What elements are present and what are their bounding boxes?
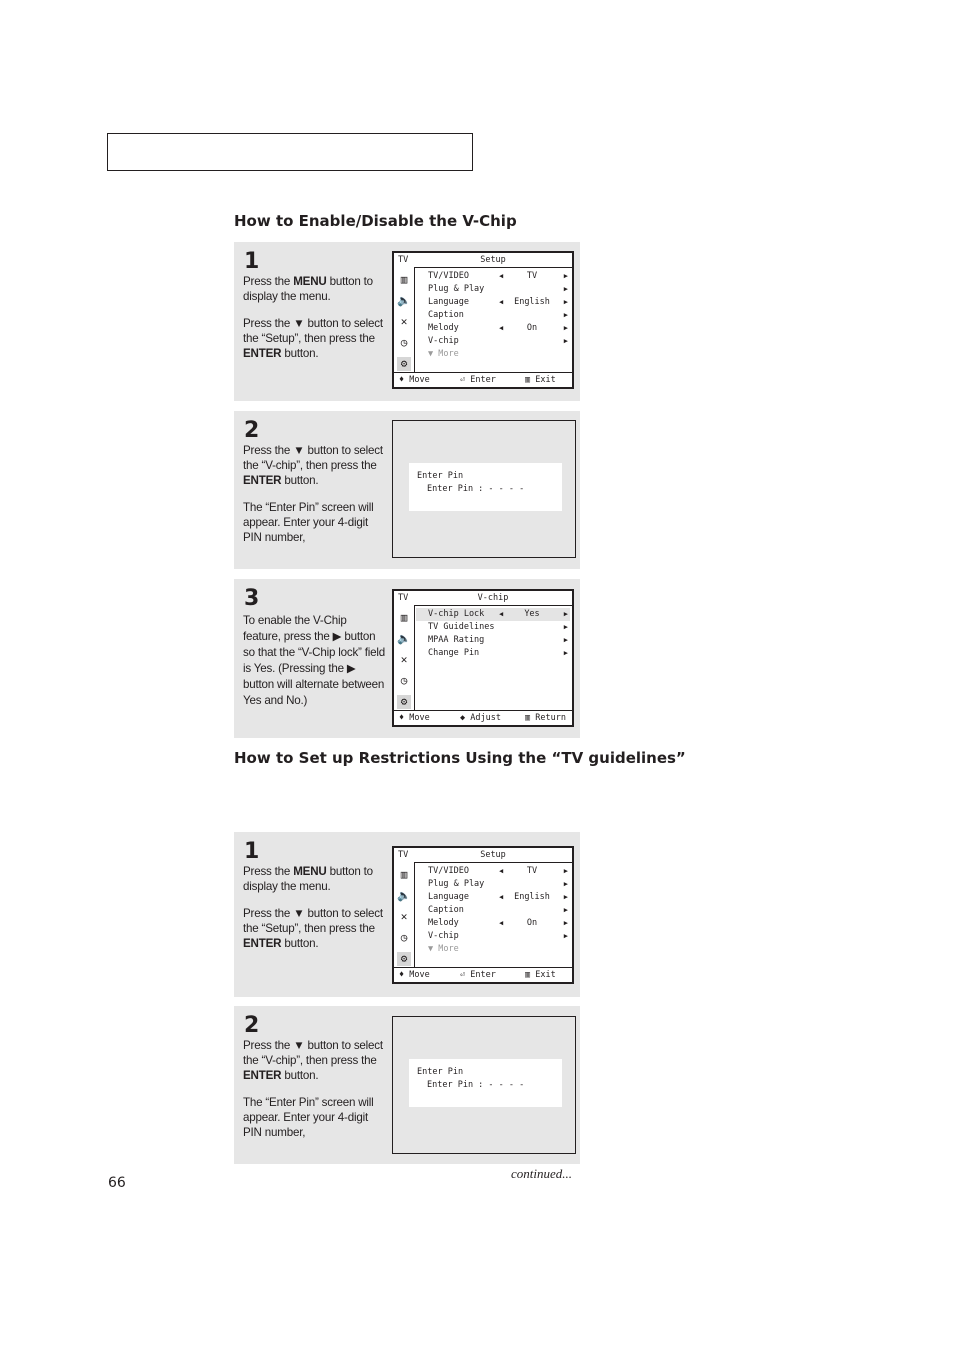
enter-pin-screen: [392, 420, 576, 558]
osd-footer-hint: ♦ Move: [399, 713, 430, 723]
step-panel-2: [234, 411, 580, 569]
osd-item-value: TV: [526, 271, 538, 281]
step-number: 2: [244, 418, 260, 443]
picture-icon: ▥: [400, 868, 408, 881]
osd-item-right-arrow: ▶: [563, 272, 568, 280]
osd-item-value: Yes: [524, 609, 540, 619]
pin-dialog: [409, 463, 562, 511]
osd-menu-item: [416, 270, 570, 283]
osd-item-label: Change Pin: [428, 648, 480, 658]
osd-item-label: Caption: [428, 905, 464, 915]
osd-item-label: Plug & Play: [428, 284, 485, 294]
osd-item-label: TV/VIDEO: [428, 866, 469, 876]
time-icon: ◷: [400, 336, 408, 349]
section-title-tv-guidelines: How to Set up Restrictions Using the “TV guidelines”: [234, 749, 686, 767]
page-number: 66: [108, 1175, 126, 1191]
osd-item-left-arrow: ◀: [499, 867, 504, 875]
osd-item-right-arrow: ▶: [563, 298, 568, 306]
osd-item-right-arrow: ▶: [563, 623, 568, 631]
osd-menu-item: [416, 348, 570, 361]
text-bold: ENTER: [243, 1069, 282, 1082]
osd-item-left-arrow: ◀: [499, 893, 504, 901]
osd-menu-list: [416, 270, 570, 361]
osd-item-left-arrow: ◀: [499, 298, 504, 306]
osd-item-left-arrow: ◀: [499, 610, 504, 618]
osd-item-right-arrow: ▶: [563, 893, 568, 901]
pin-title: Enter Pin: [417, 1067, 464, 1077]
osd-item-right-arrow: ▶: [563, 880, 568, 888]
osd-footer: [394, 967, 572, 982]
osd-tv-label: TV: [398, 850, 409, 860]
osd-icon-column: [394, 605, 415, 711]
osd-footer-hint: ♦ Move: [399, 970, 430, 980]
step-number: 1: [244, 839, 260, 864]
osd-item-label: V-chip: [428, 931, 459, 941]
vchip-menu-screen: [392, 589, 574, 727]
step-number: 3: [244, 586, 260, 611]
osd-title-bar: [394, 591, 572, 606]
setup-icon: ⚙: [397, 952, 411, 966]
step-instructions: [243, 1038, 385, 1152]
osd-item-right-arrow: ▶: [563, 285, 568, 293]
step-panel-1b: [234, 832, 580, 997]
osd-footer: [394, 372, 572, 387]
osd-menu-item: [416, 296, 570, 309]
text: button to display the menu.: [243, 275, 373, 303]
sound-icon: 🔈: [397, 632, 411, 645]
setup-menu-screen: [392, 846, 574, 984]
osd-item-label: Melody: [428, 918, 459, 928]
text: Press the ▼ button to select the “Setup”, then press the: [243, 907, 383, 935]
osd-item-right-arrow: ▶: [563, 337, 568, 345]
osd-item-value: TV: [526, 866, 538, 876]
setup-icon: ⚙: [397, 357, 411, 371]
text-bold: ENTER: [243, 474, 282, 487]
osd-title-bar: [394, 253, 572, 268]
osd-item-right-arrow: ▶: [563, 649, 568, 657]
step-instructions: [243, 613, 385, 721]
time-icon: ◷: [400, 674, 408, 687]
channel-icon: ✕: [400, 910, 408, 923]
text-bold: ENTER: [243, 347, 282, 360]
text: button to display the menu.: [243, 865, 373, 893]
osd-menu-item: [416, 634, 570, 647]
text: button.: [281, 1069, 319, 1082]
step-number: 2: [244, 1013, 260, 1038]
osd-item-value: English: [514, 297, 550, 307]
osd-item-label: ▼ More: [428, 944, 459, 954]
osd-item-value: On: [526, 323, 538, 333]
picture-icon: ▥: [400, 273, 408, 286]
step-instructions: [243, 864, 385, 963]
osd-footer-hint: ⏎ Enter: [460, 970, 496, 980]
text: button.: [281, 474, 319, 487]
osd-footer-hint: ▥ Exit: [525, 970, 556, 980]
osd-footer-hint: ▥ Return: [525, 713, 566, 723]
osd-menu-item: [416, 621, 570, 634]
osd-menu-list: [416, 865, 570, 956]
text: Press the: [243, 275, 294, 288]
osd-item-label: Language: [428, 297, 469, 307]
osd-item-left-arrow: ◀: [499, 324, 504, 332]
pin-dialog: [409, 1059, 562, 1107]
osd-title: V-chip: [477, 593, 509, 603]
text: Press the: [243, 865, 294, 878]
text: The “Enter Pin” screen will appear. Enter your 4-digit PIN number,: [243, 501, 374, 544]
osd-menu-item: [416, 865, 570, 878]
osd-item-right-arrow: ▶: [563, 919, 568, 927]
osd-title-bar: [394, 848, 572, 863]
osd-menu-item: [416, 283, 570, 296]
osd-menu-item: [416, 309, 570, 322]
pin-title: Enter Pin: [417, 471, 464, 481]
osd-icon-column: [394, 267, 415, 373]
osd-item-value: English: [514, 892, 550, 902]
channel-icon: ✕: [400, 653, 408, 666]
osd-footer-hint: ▥ Exit: [525, 375, 556, 385]
text: button.: [281, 347, 319, 360]
step-number: 1: [244, 249, 260, 274]
step-panel-3: [234, 579, 580, 738]
setup-menu-screen: [392, 251, 574, 389]
osd-item-right-arrow: ▶: [563, 610, 568, 618]
osd-menu-item: [416, 878, 570, 891]
osd-icon-column: [394, 862, 415, 968]
osd-item-left-arrow: ◀: [499, 272, 504, 280]
osd-item-label: ▼ More: [428, 349, 459, 359]
osd-tv-label: TV: [398, 255, 409, 265]
osd-menu-item: [416, 943, 570, 956]
osd-footer-hint: ⏎ Enter: [460, 375, 496, 385]
osd-item-right-arrow: ▶: [563, 324, 568, 332]
text: Press the ▼ button to select the “V-chip”, then press the: [243, 1039, 383, 1067]
osd-menu-list: [416, 608, 570, 660]
osd-menu-item: [416, 335, 570, 348]
osd-item-label: Plug & Play: [428, 879, 485, 889]
pin-input: Enter Pin : - - - -: [427, 1080, 525, 1090]
osd-menu-item: [416, 930, 570, 943]
sound-icon: 🔈: [397, 294, 411, 307]
text: button.: [281, 937, 319, 950]
text-bold: ENTER: [243, 937, 282, 950]
enter-pin-screen: [392, 1016, 576, 1154]
osd-item-right-arrow: ▶: [563, 867, 568, 875]
pin-input: Enter Pin : - - - -: [427, 484, 525, 494]
step-panel-2b: [234, 1006, 580, 1164]
osd-item-label: Caption: [428, 310, 464, 320]
text: Press the ▼ button to select the “Setup”, then press the: [243, 317, 383, 345]
osd-menu-item: [416, 891, 570, 904]
osd-footer-hint: ♦ Move: [399, 375, 430, 385]
osd-item-right-arrow: ▶: [563, 636, 568, 644]
osd-item-label: Language: [428, 892, 469, 902]
osd-item-label: TV Guidelines: [428, 622, 495, 632]
osd-menu-item: [416, 647, 570, 660]
text: To enable the V-Chip feature, press the ▶ button so that the “V-Chip lock” field is Yes. (Pressing the ▶ button will alternate between Yes and No.): [243, 614, 386, 707]
step-instructions: [243, 443, 385, 557]
osd-tv-label: TV: [398, 593, 409, 603]
section-title-vchip: How to Enable/Disable the V-Chip: [234, 212, 517, 230]
osd-item-right-arrow: ▶: [563, 906, 568, 914]
step-panel-1: [234, 242, 580, 401]
time-icon: ◷: [400, 931, 408, 944]
osd-item-value: On: [526, 918, 538, 928]
osd-title: Setup: [480, 850, 506, 860]
osd-menu-item: [416, 917, 570, 930]
header-box: [107, 133, 473, 171]
osd-item-right-arrow: ▶: [563, 932, 568, 940]
channel-icon: ✕: [400, 315, 408, 328]
text-bold: MENU: [293, 275, 327, 288]
osd-footer: [394, 710, 572, 725]
osd-item-label: TV/VIDEO: [428, 271, 469, 281]
osd-menu-item: [416, 322, 570, 335]
osd-item-left-arrow: ◀: [499, 919, 504, 927]
text: The “Enter Pin” screen will appear. Enter your 4-digit PIN number,: [243, 1096, 374, 1139]
setup-icon: ⚙: [397, 695, 411, 709]
osd-menu-item: [416, 904, 570, 917]
osd-item-label: MPAA Rating: [428, 635, 485, 645]
osd-item-label: V-chip: [428, 336, 459, 346]
osd-item-label: V-chip Lock: [428, 609, 485, 619]
osd-footer-hint: ◆ Adjust: [460, 713, 501, 723]
osd-item-label: Melody: [428, 323, 459, 333]
osd-item-right-arrow: ▶: [563, 311, 568, 319]
osd-title: Setup: [480, 255, 506, 265]
text-bold: MENU: [293, 865, 327, 878]
text: Press the ▼ button to select the “V-chip”, then press the: [243, 444, 383, 472]
picture-icon: ▥: [400, 611, 408, 624]
sound-icon: 🔈: [397, 889, 411, 902]
step-instructions: [243, 274, 385, 373]
osd-menu-item: [416, 608, 570, 621]
continued-note: continued...: [511, 1166, 573, 1181]
